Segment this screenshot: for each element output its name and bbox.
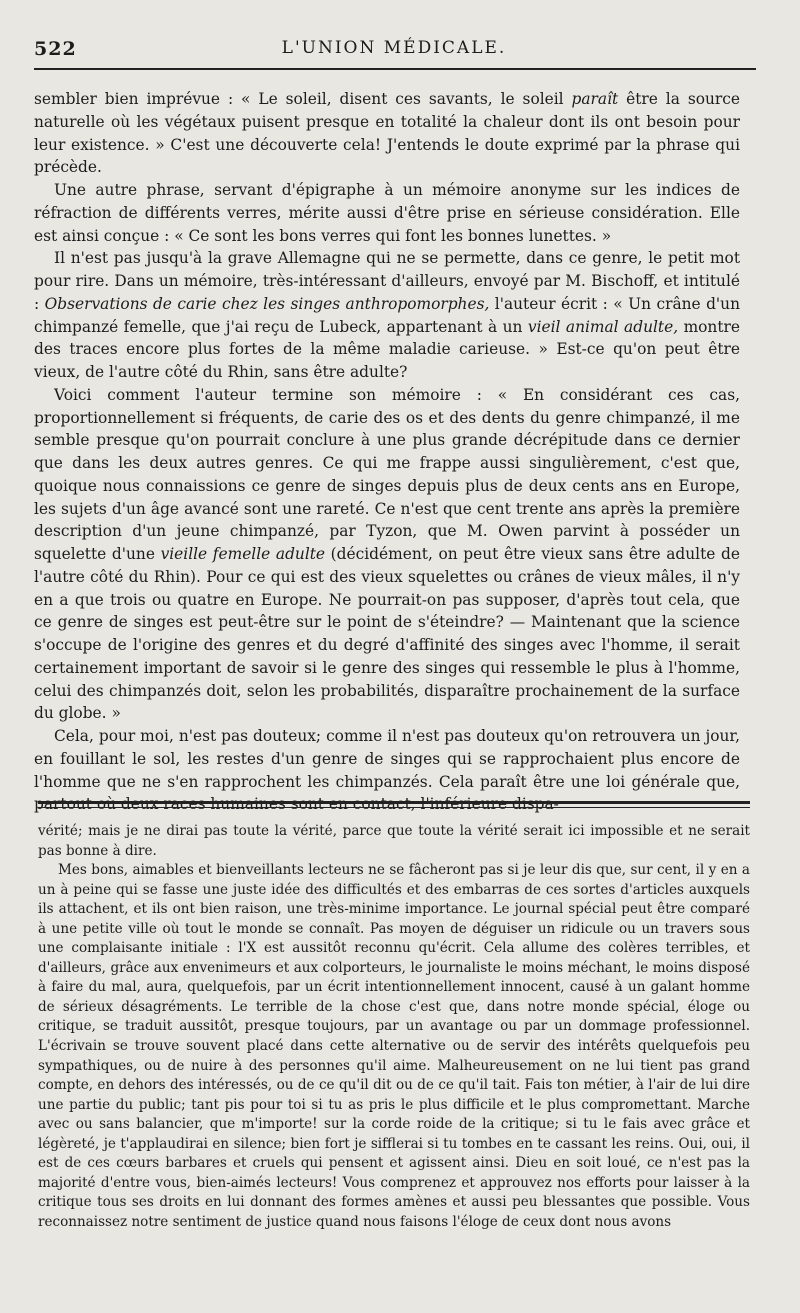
italic-run: vieil animal adulte,	[527, 317, 679, 336]
article-paragraph: Cela, pour moi, n'est pas douteux; comme il n'est pas douteux qu'on retrouvera un jour, en fouillant le sol, les restes d'un genre de singes qui se rapprochaient plus encore de l'homme que ne s'en rapprochent les chimpanzés. Cela paraît être une loi générale que, partout où deux races humaines sont en contact, l'inférieure dispa-	[34, 727, 740, 814]
feuilleton-paragraph: vérité; mais je ne dirai pas toute la vérité, parce que toute la vérité serait ici impossible et ne serait pas bonne à dire.	[38, 823, 750, 859]
italic-run: Observations de carie chez les singes anthropomorphes,	[44, 294, 490, 313]
page-number: 522	[34, 38, 77, 60]
text-run: être la source naturelle où les végétaux puisent presque en totalité la chaleur dont ils ont besoin pour leur existence. » C'est une découverte cela! J'entends le doute exprimé par la phrase qui précède.	[34, 90, 740, 177]
feuilleton-column	[38, 822, 750, 1232]
text-run: l'auteur écrit : « Un crâne d'un chimpanzé femelle, que j'ai reçu de Lubeck, appartenant à un	[34, 294, 740, 336]
italic-run: vieille femelle adulte	[160, 545, 326, 563]
text-run: montre des traces encore plus fortes de la même maladie carieuse. » Est-ce qu'on peut être vieux, de l'autre côté du Rhin, sans être adulte?	[34, 317, 740, 381]
article-paragraph	[34, 247, 740, 384]
article-paragraph	[34, 384, 740, 725]
journal-title: L'UNION MÉDICALE.	[281, 38, 507, 58]
text-run: sembler bien imprévue : « Le soleil, disent ces savants, le soleil	[34, 90, 572, 108]
text-run: Il n'est pas jusqu'à la grave Allemagne qui ne se permette, dans ce genre, le petit mot pour rire. Dans un mémoire, très-intéressant d'ailleurs, envoyé par M. Bischoff, et intitulé :	[34, 249, 740, 313]
text-run: (décidément, on peut être vieux sans être adulte de l'autre côté du Rhin). Pour ce qui est des vieux squelettes ou crânes de vieux mâles, il n'y en a que trois ou quatre en Europe. Ne pourrait-on pas supposer, d'après tout cela, que ce genre de singes est peut-être sur le point de s'éteindre? — Maintenant que la science s'occupe de l'origine des genres et du degré d'affinité des singes avec l'homme, il serait certainement important de savoir si le genre des singes qui ressemble le plus à l'homme, celui des chimpanzés doit, selon les probabilités, disparaître prochainement de la surface du globe. »	[34, 545, 740, 723]
article-paragraph: Une autre phrase, servant d'épigraphe à un mémoire anonyme sur les indices de réfraction de différents verres, mérite aussi d'être prise en sérieuse considération. Elle est ainsi conçue : « Ce sont les bons verres qui font les bonnes lunettes. »	[34, 181, 740, 245]
main-article	[34, 88, 740, 816]
text-run: Voici comment l'auteur termine son mémoire : « En considérant ces cas, proportionnellement si fréquents, de carie des os et des dents du genre chimpanzé, il me semble presque qu'on pourrait conclure à une plus grande décrépitude dans ce dernier que dans les deux autres genres. Ce qui me frappe aussi singulièrement, c'est que, quoique nous connaissions ce genre de singes depuis plus de deux cents ans en Europe, les sujets d'un âge avancé sont une rareté. Ce n'est que cent trente ans après la première description d'un jeune chimpanzé, par Tyzon, que M. Owen parvint à posséder un squelette d'une	[34, 385, 740, 563]
page-header	[34, 36, 754, 64]
italic-run: paraît	[571, 90, 619, 108]
header-rule	[34, 68, 756, 70]
feuilleton-paragraph: Mes bons, aimables et bienveillants lecteurs ne se fâcheront pas si je leur dis que, sur cent, il y en a un à peine qui se fasse une juste idée des difficultés et des embarras de ces sortes d'articles auxquels ils attachent, et ils ont bien raison, une très-minime importance. Le journal spécial peut être comparé à une petite ville où tout le monde se connaît. Pas moyen de déguiser un ridicule ou un travers sous une complaisante initiale : l'X est aussitôt reconnu qu'écrit. Cela allume des colères terribles, et d'ailleurs, grâce aux envenimeurs et aux colporteurs, le journaliste le moins méchant, le moins disposé à faire du mal, aura, quelquefois, par un écrit intentionnellement innocent, causé à un galant homme de sérieux désagréments. Le terrible de la chose c'est que, dans notre monde spécial, éloge ou critique, se traduit aussitôt, presque toujours, par un avantage ou par un dommage professionnel. L'écrivain se trouve souvent placé dans cette alternative ou de servir des intérêts quelquefois peu sympathiques, ou de nuire à des personnes qu'il aime. Malheureusement on ne lui tient pas grand compte, en dehors des intéressés, ou de ce qu'il dit ou de ce qu'il tait. Fais ton métier, à l'air de lui dire une partie du public; tant pis pour toi si tu as pris le plus difficile et le plus compromettant. Marche avec ou sans balancier, que m'importe! sur la corde roide de la critique; si tu le fais avec grâce et légèreté, je t'applaudirai en silence; bien fort je sifflerai si tu tombes en te cassant les reins. Oui, oui, il est de ces cœurs barbares et cruels qui pensent et agissent ainsi. Dieu en soit loué, ce n'est pas la majorité d'entre vous, bien-aimés lecteurs! Vous comprenez et approuvez nos efforts pour laisser à la critique tous ses droits en lui donnant des formes amènes et aussi peu blessantes que possible. Vous reconnaissez notre sentiment de justice quand nous faisons l'éloge de ceux dont nous avons	[38, 862, 750, 1230]
article-paragraph	[34, 88, 740, 179]
section-divider-thick	[38, 801, 750, 804]
section-divider-thin	[38, 807, 750, 808]
